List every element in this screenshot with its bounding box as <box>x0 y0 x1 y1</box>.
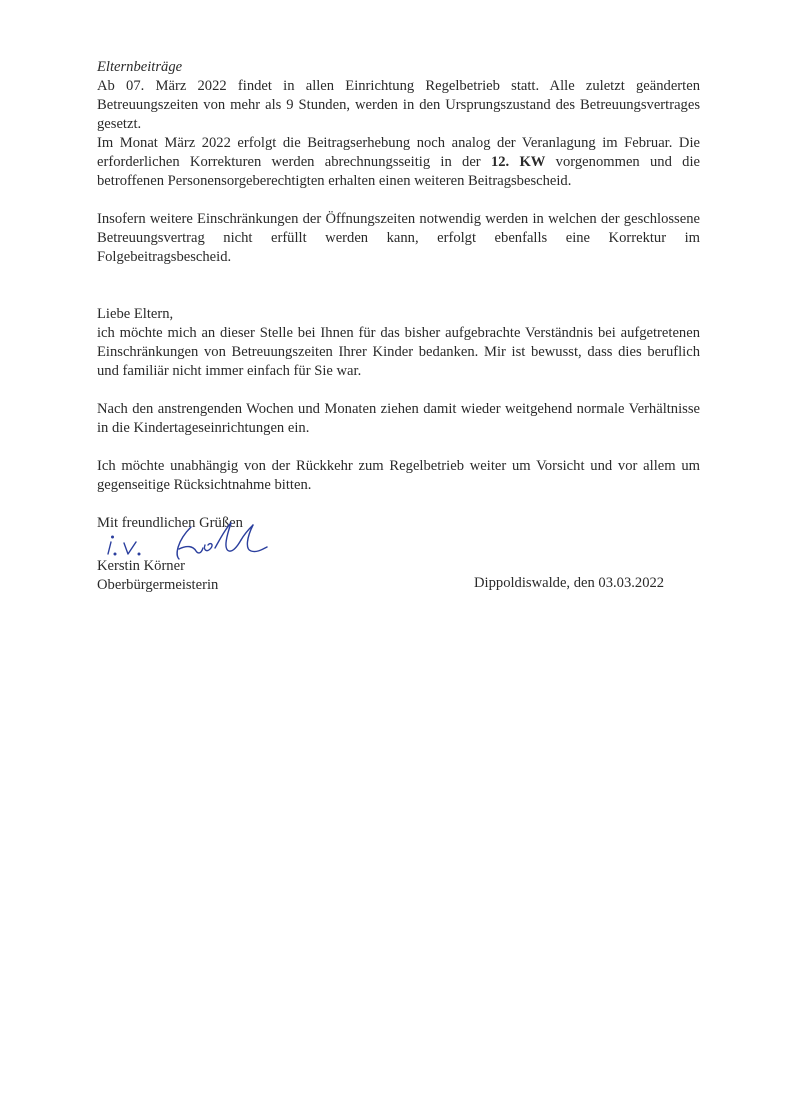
signer-name: Kerstin Körner <box>97 558 185 574</box>
salutation: Liebe Eltern, <box>97 306 174 322</box>
paragraph-vorsicht: Ich möchte unabhängig von der Rückkehr zum Regelbetrieb weiter um Vorsicht und vor allem um gegenseitige Rücksichtnahme bitten. <box>97 458 700 493</box>
letter-body <box>97 58 700 533</box>
spacer <box>97 438 700 457</box>
closing-greeting: Mit freundlichen Grüßen <box>97 515 243 531</box>
handwritten-signature <box>95 515 295 563</box>
paragraph-normalitaet: Nach den anstrengenden Wochen und Monaten ziehen damit wieder weitgehend normale Verhältnisse in die Kindertageseinrichtungen ein. <box>97 401 700 436</box>
paragraph-beitragserhebung-text-1: Im Monat März 2022 erfolgt die Beitragserhebung noch analog der Veranlagung im Februar. Die erforderlichen Korrekturen werden abrechnungsseitig in der <box>97 135 700 170</box>
spacer <box>97 381 700 400</box>
calendar-week-highlight: 12. KW <box>490 154 546 170</box>
paragraph-dank: ich möchte mich an dieser Stelle bei Ihnen für das bisher aufgebrachte Verständnis bei aufgetretenen Einschränkungen von Betreuungszeiten Ihrer Kinder bedanken. Mir ist bewusst, dass dies beruflich und familiär nicht immer einfach für Sie war. <box>97 325 700 379</box>
section-heading: Elternbeiträge <box>97 59 183 75</box>
paragraph-beitragserhebung <box>97 134 700 191</box>
spacer <box>97 495 700 514</box>
paragraph-beitragserhebung-text-2: vorgenommen und die betroffenen Personensorgeberechtigten erhalten einen weiteren Beitragsbescheid. <box>97 154 700 189</box>
signer-block <box>97 557 218 595</box>
paragraph-einschraenkungen: Insofern weitere Einschränkungen der Öffnungszeiten notwendig werden in welchen der geschlossene Betreuungsvertrag nicht erfüllt werden kann, erfolgt ebenfalls eine Korrektur im Folgebeitragsbescheid. <box>97 211 700 265</box>
place-and-date: Dippoldiswalde, den 03.03.2022 <box>474 575 665 591</box>
signer-title: Oberbürgermeisterin <box>97 577 219 593</box>
spacer <box>97 267 700 305</box>
spacer <box>97 191 700 210</box>
paragraph-regelbetrieb: Ab 07. März 2022 findet in allen Einrichtung Regelbetrieb statt. Alle zuletzt geänderten Betreuungszeiten von mehr als 9 Stunden, werden in den Ursprungszustand des Betreuungsvertrages gesetzt. <box>97 78 700 132</box>
